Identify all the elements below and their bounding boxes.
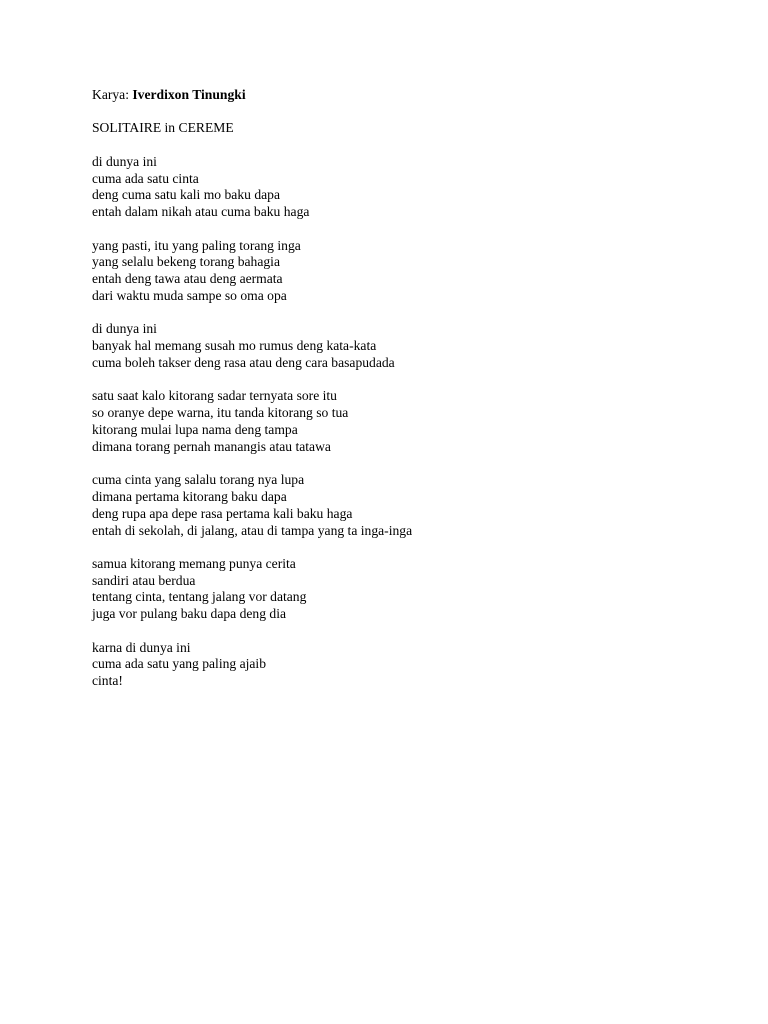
poem-line: dimana pertama kitorang baku dapa [92,488,287,504]
stanza [92,238,732,305]
poem-line: satu saat kalo kitorang sadar ternyata sore itu [92,388,337,404]
stanza-spacer [92,456,732,473]
poem-page [92,87,732,690]
author-name: Iverdixon Tinungki [132,87,246,102]
poem-line: sandiri atau berdua [92,572,196,588]
poem-line: cuma ada satu yang paling ajaib [92,656,267,672]
poem-line: banyak hal memang susah mo rumus deng kata-kata [92,338,377,354]
stanza-spacer [92,539,732,556]
stanza [92,154,732,221]
spacer [92,137,732,154]
poem-line: kitorang mulai lupa nama deng tampa [92,421,298,437]
stanza-spacer [92,221,732,238]
poem-body [92,154,732,690]
poem-line: di dunya ini [92,321,157,337]
poem-line: juga vor pulang baku dapa deng dia [92,606,287,622]
poem-line: entah deng tawa atau deng aermata [92,271,283,287]
poem-line: entah di sekolah, di jalang, atau di tampa yang ta inga-inga [92,522,413,538]
poem-line: samua kitorang memang punya cerita [92,555,296,571]
stanza-spacer [92,623,732,640]
poem-line: cinta! [92,673,123,689]
stanza [92,388,732,455]
poem-line: yang pasti, itu yang paling torang inga [92,237,301,253]
poem-line: so oranye depe warna, itu tanda kitorang so tua [92,405,349,421]
poem-line: karna di dunya ini [92,639,191,655]
author-line [92,87,732,104]
stanza-spacer [92,372,732,389]
stanza [92,556,732,623]
poem-line: dari waktu muda sampe so oma opa [92,287,287,303]
stanza [92,321,732,371]
stanza [92,640,732,690]
spacer [92,104,732,121]
poem-line: cuma ada satu cinta [92,170,199,186]
stanza [92,472,732,539]
poem-title: SOLITAIRE in CEREME [92,120,234,136]
poem-line: yang selalu bekeng torang bahagia [92,254,280,270]
poem-line: deng rupa apa depe rasa pertama kali baku haga [92,505,353,521]
poem-line: di dunya ini [92,153,157,169]
poem-line: dimana torang pernah manangis atau tatawa [92,438,331,454]
poem-line: cuma cinta yang salalu torang nya lupa [92,472,305,488]
poem-line: entah dalam nikah atau cuma baku haga [92,204,310,220]
poem-line: deng cuma satu kali mo baku dapa [92,187,280,203]
stanza-spacer [92,305,732,322]
poem-line: tentang cinta, tentang jalang vor datang [92,589,307,605]
author-label: Karya: [92,87,133,102]
poem-line: cuma boleh takser deng rasa atau deng cara basapudada [92,354,395,370]
